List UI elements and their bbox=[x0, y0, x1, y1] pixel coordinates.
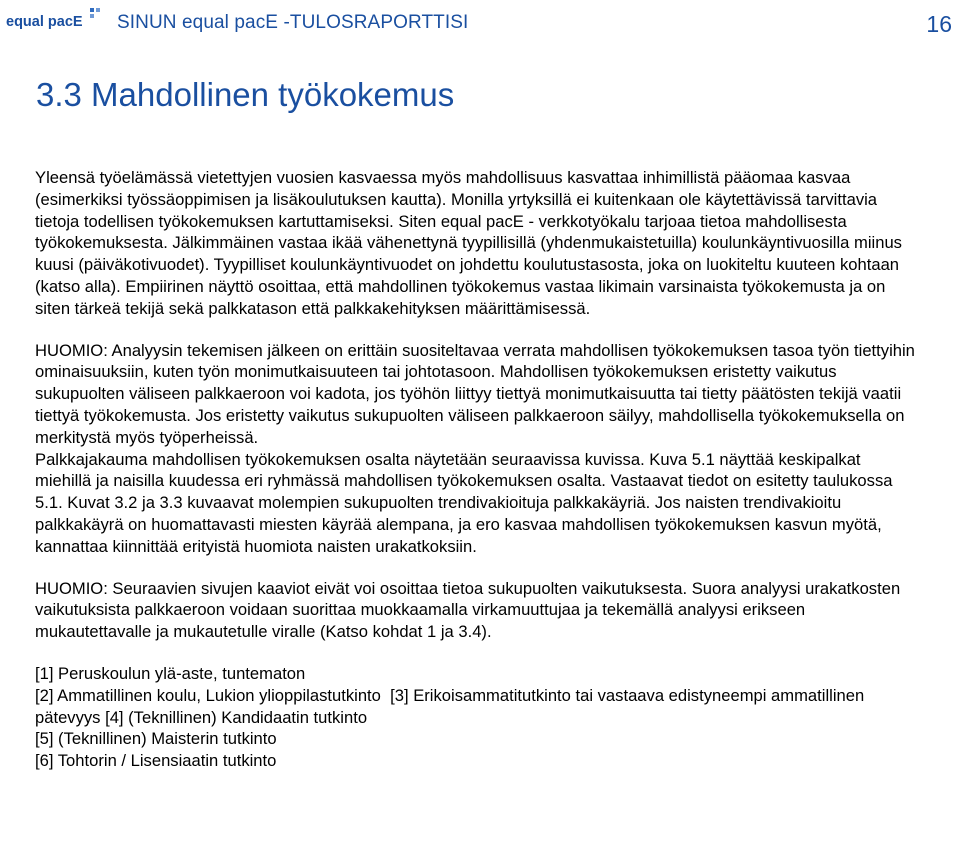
paragraph-salary-distribution: Palkkajakauma mahdollisen työkokemuksen osalta näytetään seuraavissa kuvissa. Kuva 5.1 näyttää keskipalkat miehillä ja naisilla kuudessa eri ryhmässä mahdollisen työkokemuksen osalta. Vastaavat tiedot on esitetty taulukossa 5.1. Kuvat 3.2 ja 3.3 kuvaavat molempien sukupuolten trendivakioituja palkkakäyriä. Jos naisten trendivakioitu palkkakäyrä on huomattavasti miesten käyrää alempana, ja ero kasvaa mahdollisen työkokemuksen kasvun myötä, kannattaa kiinnittää erityistä huomiota naisten urakatkoksiin. bbox=[35, 449, 893, 556]
education-level-item: [6] Tohtorin / Lisensiaatin tutkinto bbox=[35, 751, 277, 771]
education-level-list bbox=[35, 663, 920, 772]
page-header bbox=[0, 0, 960, 50]
body-text bbox=[35, 167, 920, 772]
paragraph-note-analysis: HUOMIO: Analyysin tekemisen jälkeen on erittäin suositeltavaa verrata mahdollisen työkokemuksen tasoa työn tiettyihin ominaisuuksiin, kuten työn monimutkaisuuteen tai johtotasoon. Mahdollisen työkokemuksen eristetty vaikutus sukupuolten väliseen palkkaeroon voi kadota, jos työhön liittyy tiettyä monimutkaisuutta tai tietty päätösten tekijä vaatii tiettyä työkokemusta. Jos eristetty vaikutus sukupuolten väliseen palkkaeroon säilyy, mahdollisella työkokemuksella on merkitystä myös työperheissä. bbox=[35, 340, 915, 447]
paragraph-intro: Yleensä työelämässä vietettyjen vuosien kasvaessa myös mahdollisuus kasvattaa inhimillistä pääomaa kasvaa (esimerkiksi työssäoppimisen ja lisäkoulutuksen kautta). Monilla yrtyksillä ei kuitenkaan ole käytettävissä tarvittavia tietoja todellisen työkokemuksen kartuttamiseksi. Siten equal pacE - verkkotyökalu tarjoaa tietoa mahdollisesta työkokemuksesta. Jälkimmäinen vastaa ikää vähenettynä tyypillisillä (yhdenmukaistetuilla) koulunkäyntivuosilla miinus kuusi (päiväkotivuodet). Tyypilliset koulunkäyntivuodet on johdettu koulutustasosta, joka on luokiteltu kuuteen kohtaan (katso alla). Empiirinen näyttö osoittaa, että mahdollinen työkokemus vastaa likimain varsinaista työkokemusta ja on siten tärkeä tekijä sekä palkkatason että palkkakehityksen määrittämisessä. bbox=[35, 168, 902, 318]
report-title: SINUN equal pacE -TULOSRAPORTTISI bbox=[117, 12, 469, 33]
svg-text:equal pacE: equal pacE bbox=[6, 14, 83, 30]
education-level-item: [4] (Teknillinen) Kandidaatin tutkinto bbox=[100, 707, 368, 727]
paragraph-note-charts: HUOMIO: Seuraavien sivujen kaaviot eivät voi osoittaa tietoa sukupuolten vaikutuksesta. Suora analyysi urakatkosten vaikutuksista palkkaeroon voidaan suorittaa muokkaamalla virkamuuttujaa ja tekemällä analyysi erikseen mukautettavalle ja mukautetulle viralle (Katso kohdat 1 ja 3.4). bbox=[35, 578, 901, 642]
education-level-item: [1] Peruskoulun ylä-aste, tuntematon bbox=[35, 663, 306, 683]
section-heading: 3.3 Mahdollinen työkokemus bbox=[36, 76, 455, 113]
page-number: 16 bbox=[926, 11, 952, 37]
equal-pace-logo bbox=[6, 6, 104, 34]
education-level-item: [5] (Teknillinen) Maisterin tutkinto bbox=[35, 729, 277, 749]
education-level-item: [2] Ammatillinen koulu, Lukion ylioppilastutkinto [3] Erikoisammatitutkinto tai vastaava edistyneempi ammatillinen pätevyys [4] (Teknillinen) Kandidaatin tutkinto bbox=[35, 685, 865, 727]
